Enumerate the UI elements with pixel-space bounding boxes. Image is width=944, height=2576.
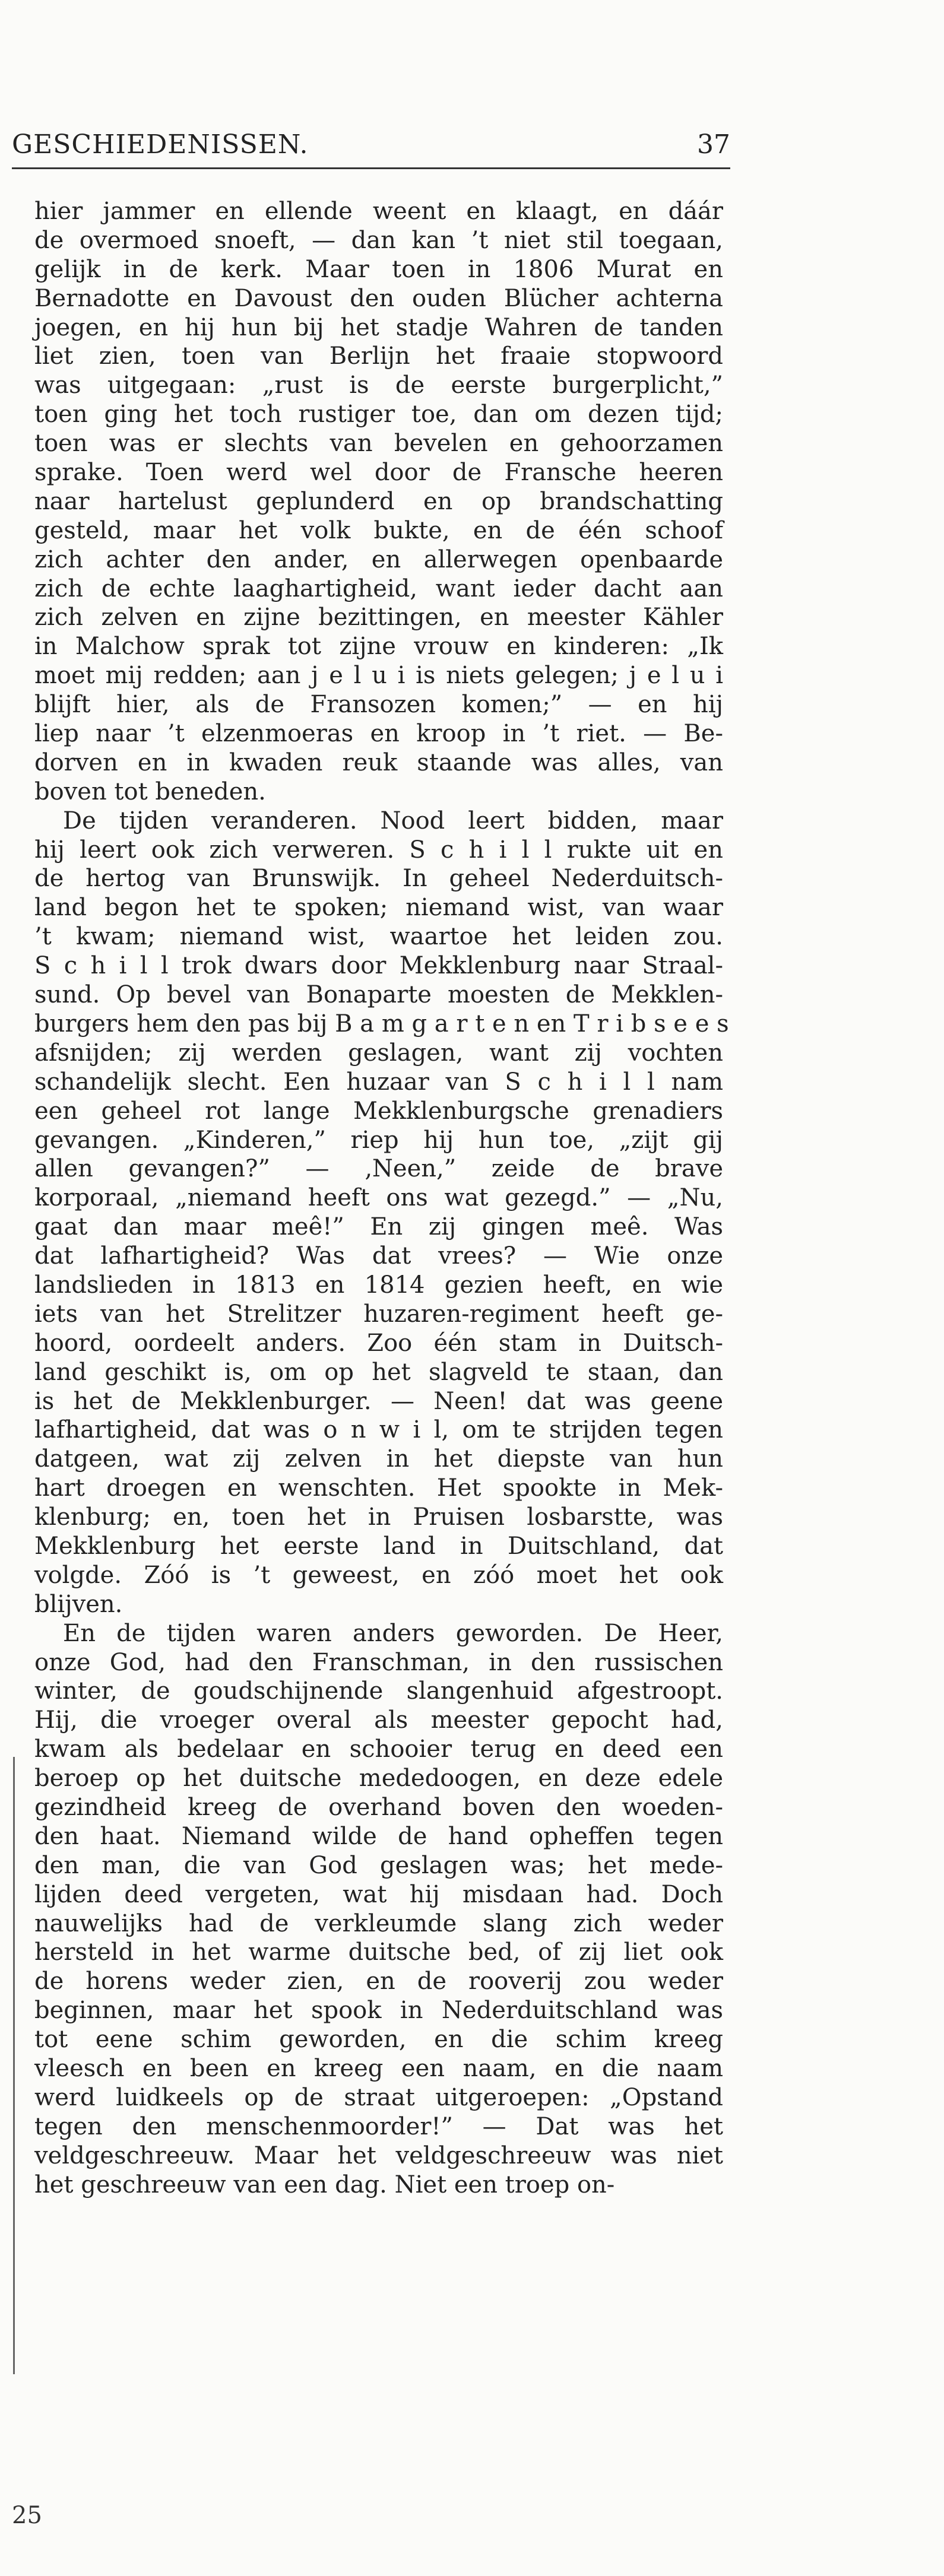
text-line: dorven en in kwaden reuk staande was alles, van <box>34 748 723 776</box>
text-line: de horens weder zien, en de rooverij zou weder <box>34 1968 723 1996</box>
text-line: sund. Op bevel van Bonaparte moesten de Mekklen- <box>34 981 723 1009</box>
text-line: werd luidkeels op de straat uitgeroepen: „Opstand <box>34 2083 723 2111</box>
text-line: afsnijden; zij werden geslagen, want zij vochten <box>34 1039 723 1067</box>
text-line: burgers hem den pas bij B a m g a r t e n en T r i b s e e s <box>34 1010 729 1038</box>
text-line: Mekklenburg het eerste land in Duitschland, dat <box>34 1532 723 1560</box>
text-line: toen ging het toch rustiger toe, dan om dezen tijd; <box>34 401 723 429</box>
paragraph <box>34 807 729 1619</box>
text-line: lafhartigheid, dat was o n w i l, om te strijden tegen <box>34 1416 723 1444</box>
text-line: gaat dan maar meê!” En zij gingen meê. Was <box>34 1213 723 1241</box>
paragraph <box>34 1619 723 2200</box>
text-line: tot eene schim geworden, en die schim kreeg <box>34 2026 723 2054</box>
header-rule <box>12 167 730 169</box>
text-line: beroep op het duitsche mededoogen, en deze edele <box>34 1765 723 1793</box>
text-line: tegen den menschenmoorder!” — Dat was het <box>34 2112 723 2140</box>
text-line: de hertog van Brunswijk. In geheel Nederduitsch- <box>34 865 723 893</box>
text-line: S c h i l l trok dwars door Mekklenburg naar Straal- <box>34 952 723 980</box>
text-line: allen gevangen?” — ‚Neen,” zeide de brave <box>34 1155 723 1183</box>
margin-mark <box>13 1757 15 2374</box>
text-line: ’t kwam; niemand wist, waartoe het leiden zou. <box>34 923 723 951</box>
text-line: hier jammer en ellende weent en klaagt, en dáár <box>34 198 723 225</box>
text-line: klenburg; en, toen het in Pruisen losbarstte, was <box>34 1503 723 1531</box>
text-line: zich de echte laaghartigheid, want ieder dacht aan <box>34 575 723 602</box>
text-line: joegen, en hij hun bij het stadje Wahren de tanden <box>34 313 723 341</box>
text-line: volgde. Zóó is ’t geweest, en zóó moet het ook <box>34 1561 723 1589</box>
text-line: De tijden veranderen. Nood leert bidden, maar <box>63 807 723 835</box>
page-number: 37 <box>697 129 730 160</box>
text-line: is het de Mekklenburger. — Neen! dat was geene <box>34 1387 723 1415</box>
text-line: liet zien, toen van Berlijn het fraaie stopwoord <box>34 342 723 370</box>
text-line: datgeen, wat zij zelven in het diepste van hun <box>34 1445 723 1473</box>
text-line: een geheel rot lange Mekklenburgsche grenadiers <box>34 1097 723 1125</box>
text-line: vleesch en been en kreeg een naam, en die naam <box>34 2055 723 2082</box>
text-line: blijft hier, als de Fransozen komen;” — en hij <box>34 691 723 719</box>
text-line: den man, die van God geslagen was; het mede- <box>34 1851 723 1879</box>
text-line: hij leert ook zich verweren. S c h i l l rukte uit en <box>34 836 723 864</box>
text-line: blijven. <box>34 1590 123 1618</box>
text-line: landslieden in 1813 en 1814 gezien heeft, en wie <box>34 1271 723 1299</box>
text-line: kwam als bedelaar en schooier terug en deed een <box>34 1736 723 1763</box>
text-line: Hij, die vroeger overal als meester gepocht had, <box>34 1706 723 1734</box>
text-line: En de tijden waren anders geworden. De Heer, <box>63 1619 723 1647</box>
text-line: veldgeschreeuw. Maar het veldgeschreeuw was niet <box>34 2142 723 2169</box>
text-line: zich achter den ander, en allerwegen openbaarde <box>34 545 723 573</box>
text-line: de overmoed snoeft, — dan kan ’t niet stil toegaan, <box>34 226 723 254</box>
text-line: zich zelven en zijne bezittingen, en meester Kähler <box>34 604 723 632</box>
text-line: iets van het Strelitzer huzaren-regiment heeft ge- <box>34 1300 723 1328</box>
text-line: dat lafhartigheid? Was dat vrees? — Wie onze <box>34 1242 723 1270</box>
text-line: land geschikt is, om op het slagveld te staan, dan <box>34 1358 723 1386</box>
text-line: toen was er slechts van bevelen en gehoorzamen <box>34 430 723 458</box>
text-line: boven tot beneden. <box>34 778 266 805</box>
text-line: land begon het te spoken; niemand wist, van waar <box>34 894 723 922</box>
text-line: gezindheid kreeg de overhand boven den woeden- <box>34 1793 723 1821</box>
text-line: gesteld, maar het volk bukte, en de één schoof <box>34 516 723 544</box>
text-line: hoord, oordeelt anders. Zoo één stam in Duitsch- <box>34 1329 723 1357</box>
text-line: het geschreeuw van een dag. Niet een troep on- <box>34 2171 615 2199</box>
text-line: winter, de goudschijnende slangenhuid afgestroopt. <box>34 1677 723 1705</box>
text-line: gevangen. „Kinderen,” riep hij hun toe, „zijt gij <box>34 1126 723 1154</box>
text-line: gelijk in de kerk. Maar toen in 1806 Murat en <box>34 255 723 283</box>
text-line: was uitgegaan: „rust is de eerste burgerplicht,” <box>34 372 723 399</box>
text-line: naar hartelust geplunderd en op brandschatting <box>34 487 723 515</box>
text-line: in Malchow sprak tot zijne vrouw en kinderen: „Ik <box>34 633 723 661</box>
text-line: liep naar ’t elzenmoeras en kroop in ’t riet. — Be- <box>34 720 723 748</box>
text-line: sprake. Toen werd wel door de Fransche heeren <box>34 459 723 487</box>
signature-mark: 25 <box>12 2502 42 2529</box>
text-line: nauwelijks had de verkleumde slang zich weder <box>34 1909 723 1937</box>
running-title: GESCHIEDENISSEN. <box>12 129 309 160</box>
text-line: onze God, had den Franschman, in den russischen <box>34 1648 723 1676</box>
text-line: hart droegen en wenschten. Het spookte in Mek- <box>34 1474 723 1502</box>
running-header <box>12 129 730 160</box>
text-line: schandelijk slecht. Een huzaar van S c h i l l nam <box>34 1068 723 1096</box>
text-line: korporaal, „niemand heeft ons wat gezegd.” — „Nu, <box>34 1184 723 1212</box>
text-line: den haat. Niemand wilde de hand opheffen tegen <box>34 1822 723 1850</box>
text-line: Bernadotte en Davoust den ouden Blücher achterna <box>34 284 723 312</box>
body-text <box>34 197 729 2199</box>
text-line: hersteld in het warme duitsche bed, of zij liet ook <box>34 1939 723 1966</box>
text-line: beginnen, maar het spook in Nederduitschland was <box>34 1997 723 2025</box>
text-line: moet mij redden; aan j e l u i is niets gelegen; j e l u i <box>34 662 723 690</box>
paragraph <box>34 197 723 807</box>
text-line: lijden deed vergeten, wat hij misdaan had. Doch <box>34 1880 723 1908</box>
